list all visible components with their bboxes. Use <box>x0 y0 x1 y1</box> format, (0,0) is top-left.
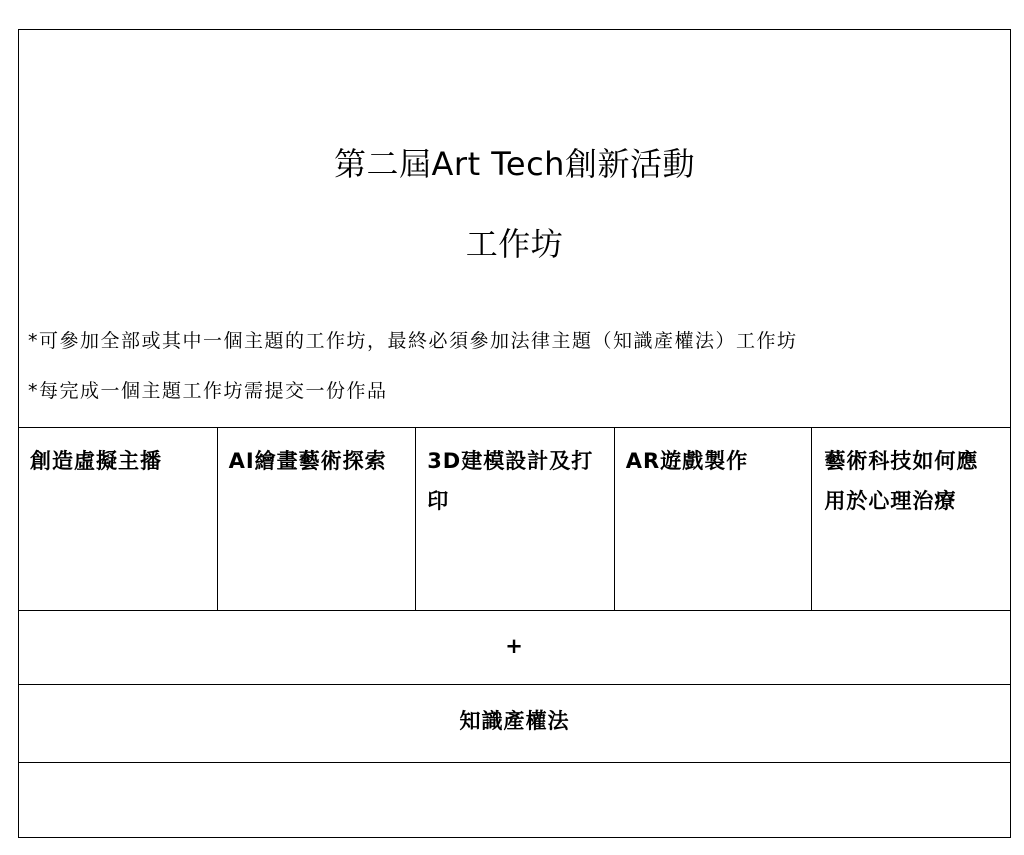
event-subtitle: 工作坊 <box>465 225 564 263</box>
intellectual-property-row: 知識產權法 <box>19 685 1010 763</box>
empty-row <box>19 763 1010 837</box>
plus-row: + <box>19 611 1010 685</box>
note-submission: *每完成一個主題工作坊需提交一份作品 <box>28 380 388 402</box>
workshop-table <box>18 29 1011 838</box>
topics-row <box>19 427 1010 611</box>
title-section <box>19 30 1010 428</box>
note-participation: *可參加全部或其中一個主題的工作坊，最終必須參加法律主題（知識產權法）工作坊 <box>28 330 798 352</box>
topic-virtual-streamer: 創造虛擬主播 <box>30 449 162 473</box>
topic-ar-game: AR遊戲製作 <box>614 427 812 610</box>
topic-art-therapy: 藝術科技如何應用於心理治療 <box>811 427 1010 610</box>
topic-3d-modeling: 3D建模設計及打印 <box>415 427 614 610</box>
topic-ai-painting: AI繪畫藝術探索 <box>217 427 416 610</box>
event-title: 第二屆Art Tech創新活動 <box>334 145 695 183</box>
